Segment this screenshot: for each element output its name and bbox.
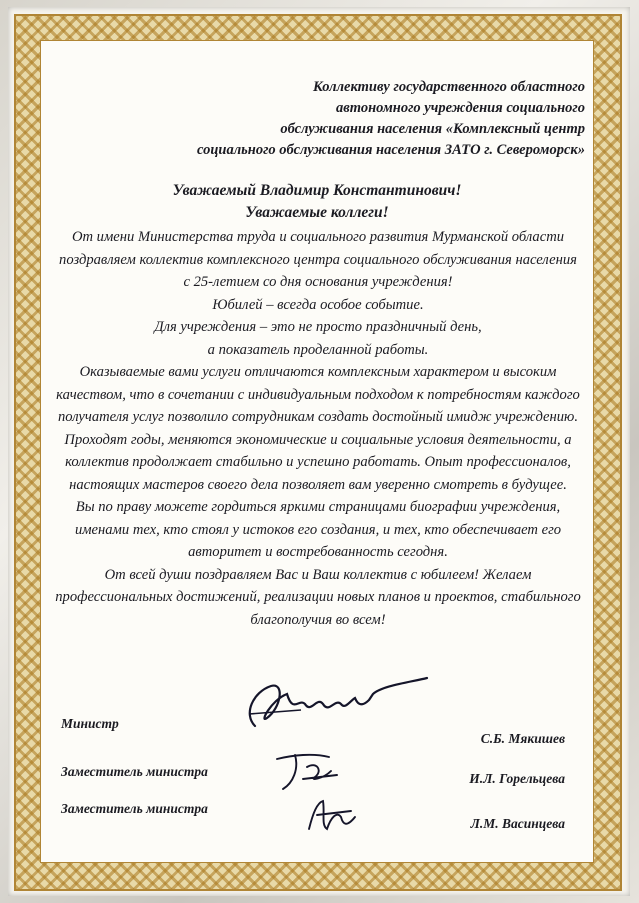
certificate-paper — [40, 40, 594, 863]
letter-content — [41, 41, 593, 862]
signatory-name-deputy-2: Л.М. Васинцева — [470, 816, 565, 831]
addressee-line: автономного учреждения социального — [336, 100, 585, 116]
signatory-name-minister: С.Б. Мякишев — [480, 731, 565, 746]
letter-body — [55, 226, 581, 631]
body-paragraph: От всей души поздравляем Вас и Ваш коллектив с юбилеем! Желаем профессиональных достижений, реализации новых планов и проектов, стабильного благополучия во всем! — [55, 566, 581, 628]
signature-minister — [241, 674, 431, 734]
body-paragraph: Вы по праву можете гордиться яркими страницами биографии учреждения, именами тех, кто стоял у истоков его создания, и тех, кто обеспечивает его авторитет и востребованность сегодня. — [74, 499, 562, 560]
greeting-colleagues: Уважаемые коллеги! — [245, 204, 389, 221]
signature-deputy-1 — [273, 749, 353, 795]
signatory-title-minister: Министр — [61, 716, 119, 731]
addressee-line: Коллективу государственного областного — [312, 79, 585, 95]
signatory-name-deputy-1: И.Л. Горельцева — [469, 771, 565, 786]
body-paragraph: Юбилей – всегда особое событие. — [212, 296, 424, 313]
body-paragraph: От имени Министерства труда и социального развития Мурманской области поздравляем коллектив комплексного центра социального обслуживания населения с 25-летием со дня основания учреждения! — [59, 229, 577, 290]
body-paragraph: Проходят годы, меняются экономические и социальные условия деятельности, а коллектив продолжает стабильно и успешно работать. Опыт профессионалов, настоящих мастеров своего дела позволяет вам уверенно смотреть в будущее. — [64, 431, 572, 493]
signatory-title-deputy-2: Заместитель министра — [61, 801, 208, 816]
addressee-line: социального обслуживания населения ЗАТО г. Североморск» — [197, 142, 585, 158]
addressee-line: обслуживания населения «Комплексный центр — [280, 121, 585, 137]
signature-deputy-2 — [303, 793, 373, 837]
body-paragraph: Для учреждения – это не просто праздничный день, — [154, 319, 482, 335]
signatory-title-deputy-1: Заместитель министра — [61, 764, 208, 779]
body-paragraph: а показатель проделанной работы. — [207, 341, 429, 358]
body-paragraph: Оказываемые вами услуги отличаются комплексным характером и высоким качеством, что в сочетании с индивидуальным подходом к потребностям каждого получателя услуг позволило сотрудникам создать достойный имидж учреждению. — [56, 364, 580, 425]
addressee-block — [65, 77, 585, 161]
greeting-personal: Уважаемый Владимир Константинович! — [172, 182, 462, 199]
